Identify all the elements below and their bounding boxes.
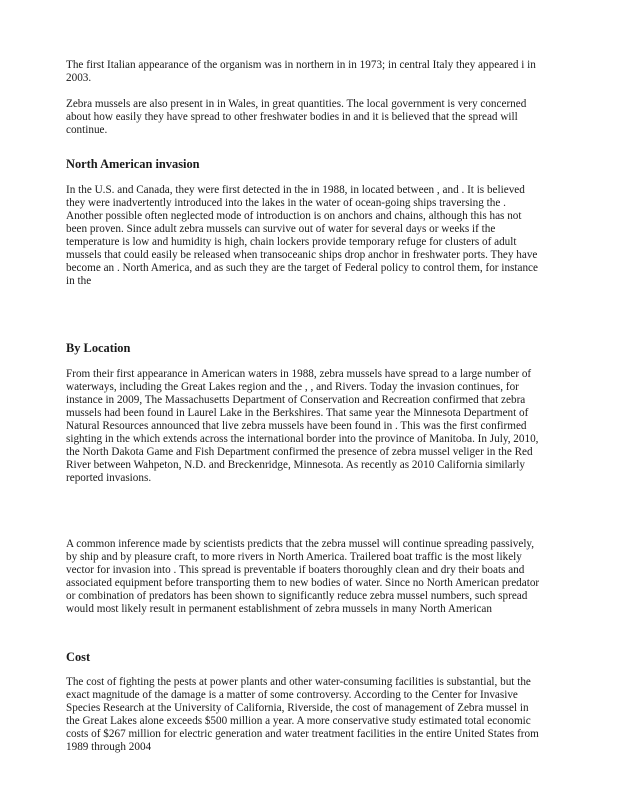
paragraph-wales: Zebra mussels are also present in in Wales, in great quantities. The local government is very concerned about how easily they have spread to other freshwater bodies in and it is believed that the spread will continue. — [66, 98, 527, 136]
paragraph-north-america: In the U.S. and Canada, they were first detected in the in 1988, in located between , and . It is believed they were inadvertently introduced into the lakes in the water of ocean-going ships traversing the . Another possible often neglected mode of introduction is on anchors and chains, although this has not been proven. Since adult zebra mussels can survive out of water for several days or weeks if the temperature is low and humidity is high, chain lockers provide temporary refuge for clusters of adult mussels that could easily be released when transoceanic ships drop anchor in freshwater ports. They have become an . North America, and as such they are the target of Federal policy to control them, for instance in the — [66, 184, 538, 287]
heading-cost: Cost — [66, 650, 91, 664]
heading-north-american-invasion: North American invasion — [66, 157, 200, 171]
paragraph-spread-inference: A common inference made by scientists predicts that the zebra mussel will continue spreading passively, by ship and by pleasure craft, to more rivers in North America. Trailered boat traffic is the most likely vector for invasion into . This spread is preventable if boaters thoroughly clean and dry their boats and associated equipment before transporting them to new bodies of water. Since no North American predator or combination of predators has been shown to significantly reduce zebra mussel numbers, such spread would most likely result in permanent establishment of zebra mussels in many North American — [66, 538, 540, 615]
paragraph-cost: The cost of fighting the pests at power plants and other water-consuming facilities is substantial, but the exact magnitude of the damage is a matter of some controversy. According to the Center for Invasive Species Research at the University of California, Riverside, the cost of management of Zebra mussel in the Great Lakes alone exceeds $500 million a year. A more conservative study estimated total economic costs of $267 million for electric generation and water treatment facilities in the entire United States from 1989 through 2004 — [66, 676, 539, 753]
paragraph-by-location: From their first appearance in American waters in 1988, zebra mussels have spread to a large number of waterways, including the Great Lakes region and the , , and Rivers. Today the invasion continues, for instance in 2009, The Massachusetts Department of Conservation and Recreation confirmed that zebra mussels had been found in Laurel Lake in the Berkshires. That same year the Minnesota Department of Natural Resources announced that live zebra mussels have been found in . This was the first confirmed sighting in the which extends across the international border into the province of Manitoba. In July, 2010, the North Dakota Game and Fish Department confirmed the presence of zebra mussel veliger in the Red River between Wahpeton, N.D. and Breckenridge, Minnesota. As recently as 2010 California similarly reported invasions. — [66, 368, 539, 484]
heading-by-location: By Location — [66, 341, 131, 355]
paragraph-italy: The first Italian appearance of the organism was in northern in in 1973; in central Italy they appeared i in 2003. — [66, 59, 536, 84]
